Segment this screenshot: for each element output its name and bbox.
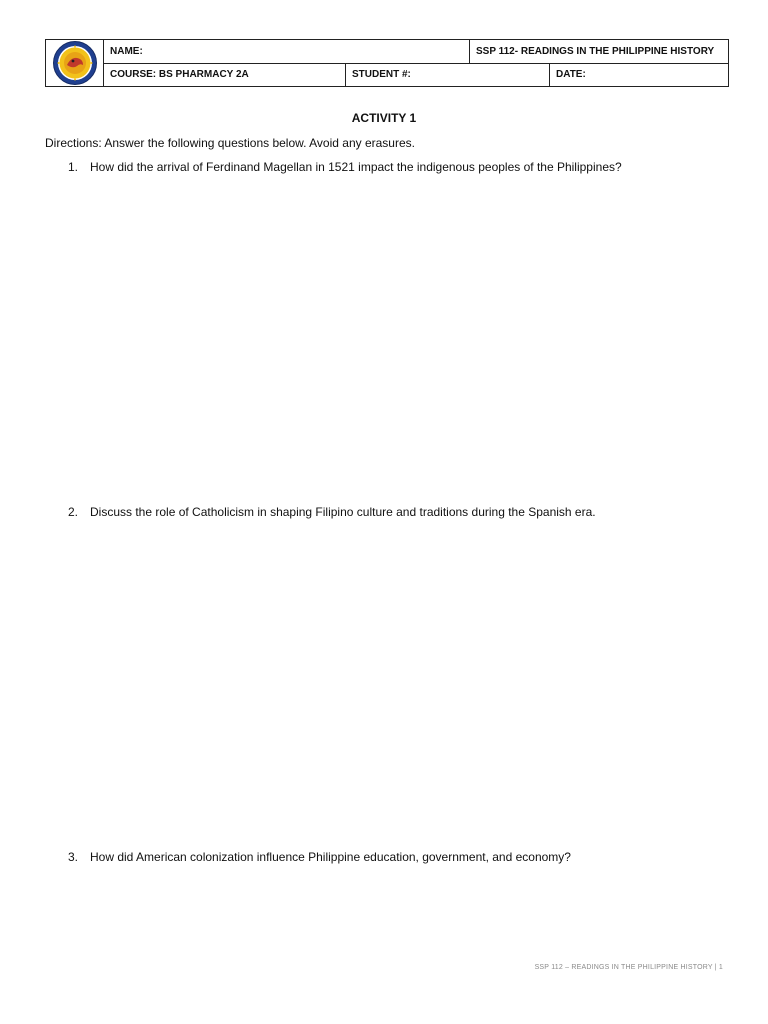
question-number: 2. xyxy=(68,505,79,519)
header-row-1 xyxy=(46,40,729,64)
page-footer: SSP 112 – READINGS IN THE PHILIPPINE HISTORY | 1 xyxy=(534,964,723,971)
subject-field: SSP 112- READINGS IN THE PHILIPPINE HISTORY xyxy=(470,40,729,64)
question-2 xyxy=(68,505,596,519)
name-field: NAME: xyxy=(104,40,470,64)
question-3 xyxy=(68,850,571,864)
course-field: COURSE: BS PHARMACY 2A xyxy=(104,63,346,87)
question-number: 1. xyxy=(68,160,79,174)
date-field: DATE: xyxy=(550,63,729,87)
question-number: 3. xyxy=(68,850,79,864)
student-number-field: STUDENT #: xyxy=(346,63,550,87)
question-text: How did American colonization influence Philippine education, government, and economy? xyxy=(90,850,571,864)
school-seal-icon xyxy=(52,40,98,86)
logo-cell xyxy=(46,40,104,87)
activity-title: ACTIVITY 1 xyxy=(351,111,417,125)
question-text: How did the arrival of Ferdinand Magellan in 1521 impact the indigenous peoples of the Philippines? xyxy=(90,160,622,174)
directions-text: Directions: Answer the following questions below. Avoid any erasures. xyxy=(45,136,415,150)
question-text: Discuss the role of Catholicism in shaping Filipino culture and traditions during the Spanish era. xyxy=(90,505,596,519)
header-row-2 xyxy=(46,63,729,87)
question-1 xyxy=(68,160,622,174)
header-table xyxy=(45,39,729,87)
